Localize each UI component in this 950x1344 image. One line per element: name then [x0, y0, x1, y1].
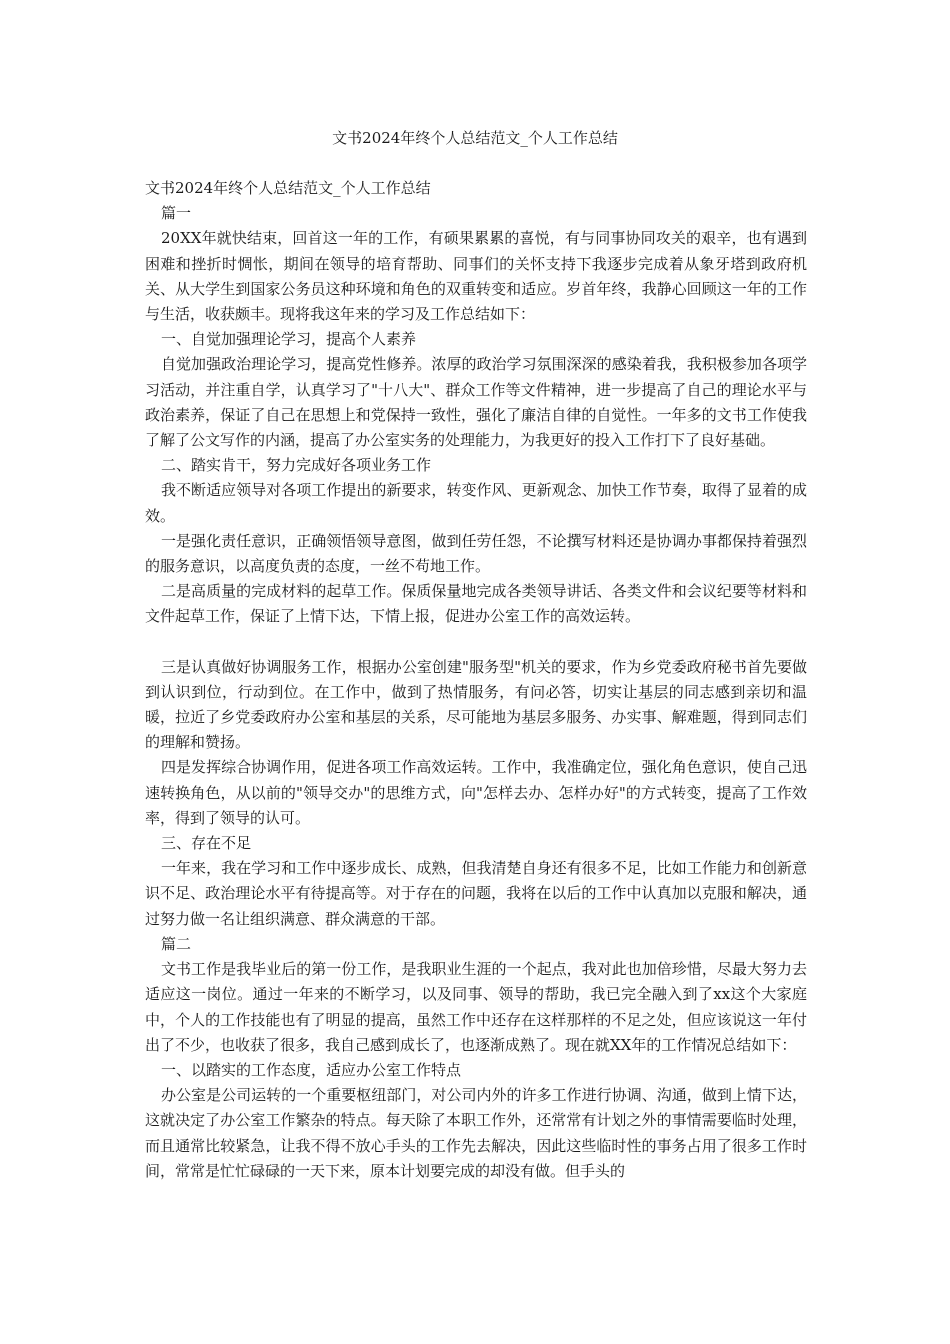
paragraph: 一年来，我在学习和工作中逐步成长、成熟，但我清楚自身还有很多不足，比如工作能力和创新意识不足、政治理论水平有待提高等。对于存在的问题，我将在以后的工作中认真加以克服和解决，通过努力做一名让组织满意、群众满意的干部。: [145, 859, 807, 928]
paragraph: 二是高质量的完成材料的起草工作。保质保量地完成各类领导讲话、各类文件和会议纪要等材料和文件起草工作，保证了上情下达，下情上报，促进办公室工作的高效运转。: [145, 582, 807, 626]
paragraph: 我不断适应领导对各项工作提出的新要求，转变作风、更新观念、加快工作节奏，取得了显着的成效。: [145, 481, 807, 525]
paragraph: 一是强化责任意识，正确领悟领导意图，做到任劳任怨，不论撰写材料还是协调办事都保持着强烈的服务意识，以高度负责的态度，一丝不苟地工作。: [145, 531, 807, 576]
subheading: 三、存在不足: [161, 834, 252, 853]
subheading: 二、踏实肯干，努力完成好各项业务工作: [161, 456, 432, 475]
doc-heading: 文书2024年终个人总结范文_个人工作总结: [145, 179, 431, 197]
paragraph: 文书工作是我毕业后的第一份工作，是我职业生涯的一个起点，我对此也加倍珍惜，尽最大努力去适应这一岗位。通过一年来的不断学习，以及同事、领导的帮助，我已完全融入到了xx这个大家庭中，个人的工作技能也有了明显的提高，虽然工作中还存在这样那样的不足之处，但应该说这一年付出了不少，也收获了很多，我自己感到成长了，也逐渐成熟了。现在就XX年的工作情况总结如下：: [145, 960, 807, 1054]
section-label-2: 篇二: [161, 934, 192, 953]
paragraph: 四是发挥综合协调作用，促进各项工作高效运转。工作中，我准确定位，强化角色意识，使自己迅速转换角色，从以前的"领导交办"的思维方式，向"怎样去办、怎样办好"的方式转变，提高了工作效率，得到了领导的认可。: [145, 758, 807, 827]
blank-line: [145, 630, 807, 655]
paragraph: 自觉加强政治理论学习，提高党性修养。浓厚的政治学习氛围深深的感染着我，我积极参加各项学习活动，并注重自学，认真学习了"十八大"、群众工作等文件精神，进一步提高了自己的理论水平与政治素养，保证了自己在思想上和党保持一致性，强化了廉洁自律的自觉性。一年多的文书工作使我了解了公文写作的内涵，提高了办公室实务的处理能力，为我更好的投入工作打下了良好基础。: [145, 355, 807, 450]
section-label-1: 篇一: [161, 204, 192, 223]
document-body: [145, 176, 807, 1184]
subheading: 一、自觉加强理论学习，提高个人素养: [161, 330, 417, 349]
paragraph: 三是认真做好协调服务工作，根据办公室创建"服务型"机关的要求，作为乡党委政府秘书首先要做到认识到位，行动到位。在工作中，做到了热情服务，有问必答，切实让基层的同志感到亲切和温暖，拉近了乡党委政府办公室和基层的关系，尽可能地为基层多服务、办实事、解难题，得到同志们的理解和赞扬。: [145, 657, 807, 752]
page-title: 文书2024年终个人总结范文_个人工作总结: [332, 129, 618, 147]
subheading: 一、以踏实的工作态度，适应办公室工作特点: [161, 1060, 462, 1079]
paragraph: 20XX年就快结束，回首这一年的工作，有硕果累累的喜悦，有与同事协同攻关的艰辛，也有遇到困难和挫折时惆怅，期间在领导的培育帮助、同事们的关怀支持下我逐步完成着从象牙塔到政府机关、从大学生到国家公务员这种环境和角色的双重转变和适应。岁首年终，我静心回顾这一年的工作与生活，收获颇丰。现将我这年来的学习及工作总结如下：: [145, 229, 807, 324]
paragraph: 办公室是公司运转的一个重要枢纽部门，对公司内外的许多工作进行协调、沟通，做到上情下达，这就决定了办公室工作繁杂的特点。每天除了本职工作外，还常常有计划之外的事情需要临时处理，而且通常比较紧急，让我不得不放心手头的工作先去解决，因此这些临时性的事务占用了很多工作时间，常常是忙忙碌碌的一天下来，原本计划要完成的却没有做。但手头的: [145, 1086, 807, 1180]
